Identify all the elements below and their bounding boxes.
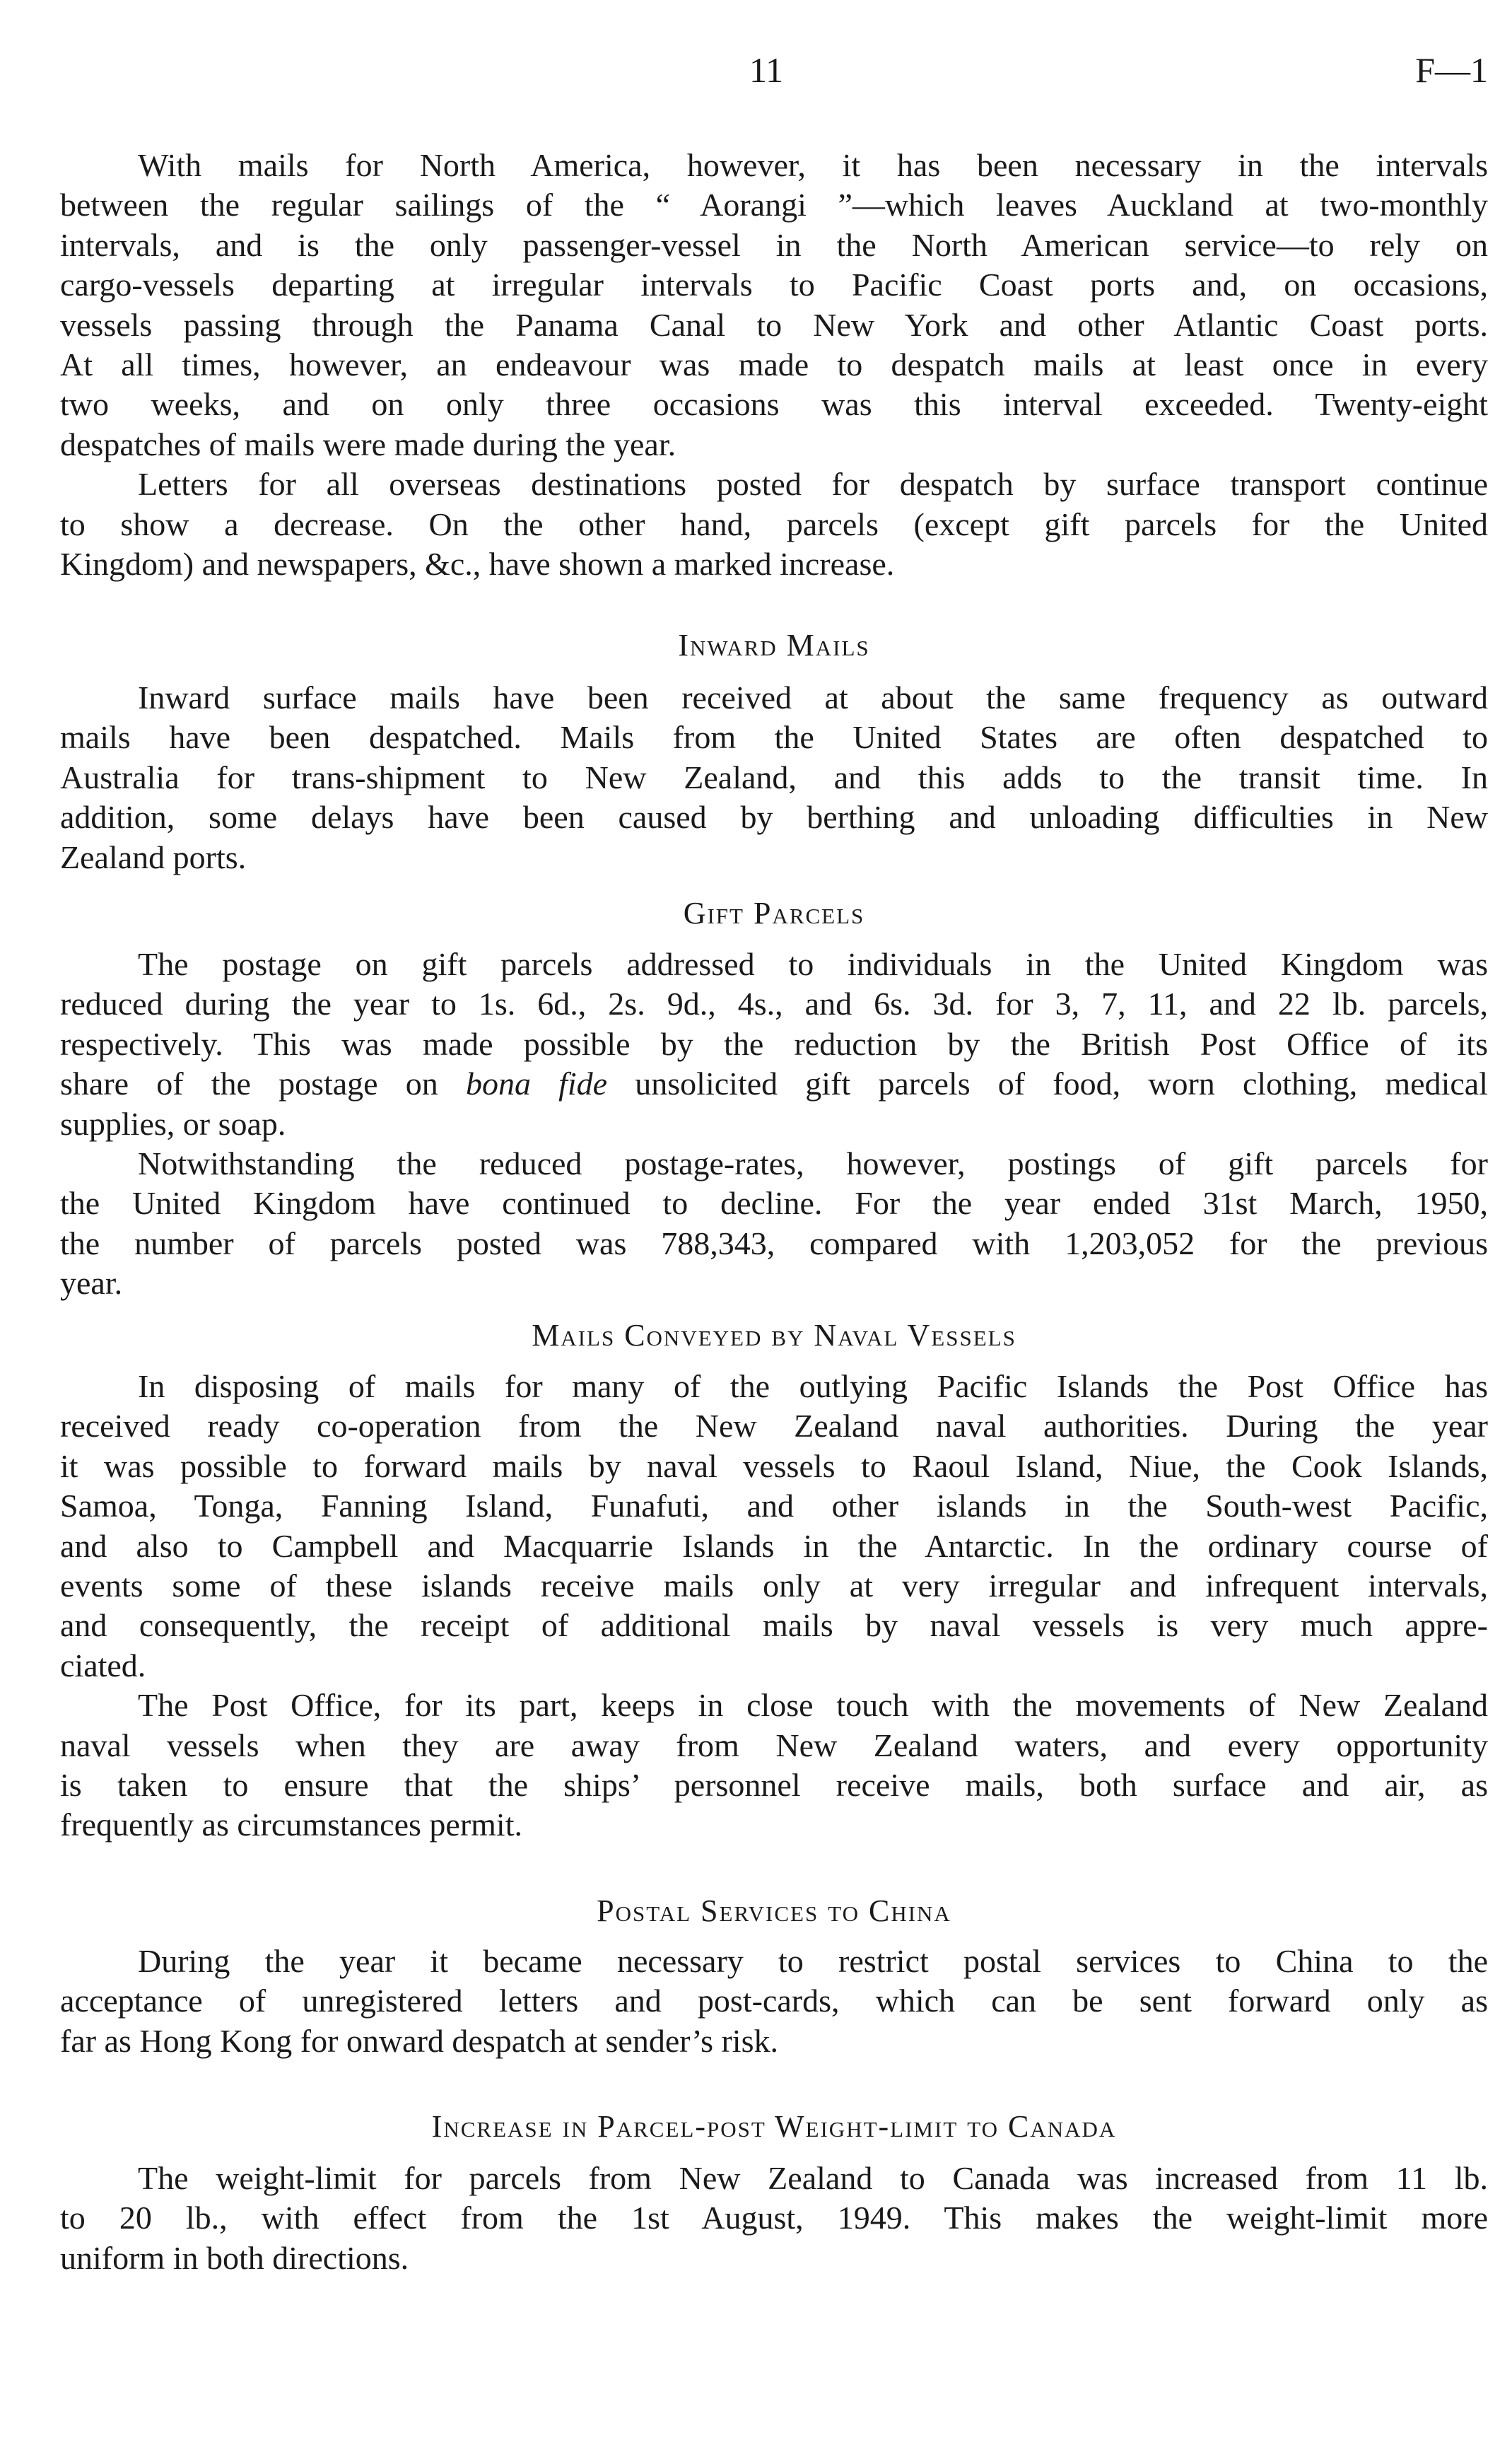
- paragraph-line: naval vessels when they are away from New Zealand waters, and every opportunity: [60, 1727, 1488, 1763]
- paragraph-line: At all times, however, an endeavour was made to despatch mails at least once in every: [60, 346, 1488, 383]
- section-heading-china: Postal Services to China: [597, 1893, 951, 1928]
- china-section: [60, 1942, 1488, 2061]
- paragraph-line: despatches of mails were made during the year.: [60, 426, 676, 462]
- paragraph-line: The postage on gift parcels addressed to individuals in the United Kingdom was: [138, 946, 1488, 982]
- paragraph-line: acceptance of unregistered letters and post-cards, which can be sent forward only as: [60, 1983, 1488, 2019]
- paragraph-line: cargo-vessels departing at irregular intervals to Pacific Coast ports and, on occasions,: [60, 267, 1488, 303]
- paragraph-line: uniform in both directions.: [60, 2239, 409, 2276]
- paragraph-line: supplies, or soap.: [60, 1105, 286, 1142]
- paragraph-line: The Post Office, for its part, keeps in close touch with the movements of New Zealand: [138, 1687, 1488, 1724]
- paragraph-line: frequently as circumstances permit.: [60, 1806, 522, 1843]
- paragraph-line: The weight-limit for parcels from New Zealand to Canada was increased from 11 lb.: [138, 2160, 1488, 2196]
- paragraph-line: Samoa, Tonga, Fanning Island, Funafuti, and other islands in the South-west Pacific,: [60, 1488, 1488, 1524]
- text: unsolicited gift parcels of food, worn clothing, medical: [607, 1066, 1488, 1102]
- paragraph-line: Notwithstanding the reduced postage-rates, however, postings of gift parcels for: [138, 1145, 1488, 1181]
- paragraph-line: respectively. This was made possible by the reduction by the British Post Office of its: [60, 1025, 1488, 1062]
- italic-text: bona fide: [465, 1066, 608, 1102]
- paragraph-line: addition, some delays have been caused by berthing and unloading difficulties in New: [60, 799, 1488, 836]
- inward-section: [60, 678, 1488, 877]
- paragraph-line: ciated.: [60, 1647, 146, 1683]
- section-heading-gift-parcels: Gift Parcels: [683, 896, 865, 930]
- naval-section: [60, 1367, 1488, 1845]
- paragraph-line: the number of parcels posted was 788,343, compared with 1,203,052 for the previous: [60, 1225, 1488, 1261]
- intro-section: [60, 146, 1488, 584]
- paragraph-line: In disposing of mails for many of the outlying Pacific Islands the Post Office has: [138, 1368, 1488, 1404]
- paragraph-line: Australia for trans-shipment to New Zealand, and this adds to the transit time. In: [60, 759, 1488, 795]
- paragraph-line: Kingdom) and newspapers, &c., have shown a marked increase.: [60, 545, 895, 582]
- document-code: F—1: [1415, 50, 1488, 90]
- paragraph-line: [60, 1064, 1488, 1104]
- paragraph-line: events some of these islands receive mails only at very irregular and infrequent intervals,: [60, 1567, 1488, 1604]
- section-heading-naval-vessels: Mails Conveyed by Naval Vessels: [532, 1318, 1016, 1353]
- paragraph-line: is taken to ensure that the ships’ personnel receive mails, both surface and air, as: [60, 1766, 1488, 1803]
- paragraph-line: Zealand ports.: [60, 839, 247, 875]
- paragraph-line: vessels passing through the Panama Canal to New York and other Atlantic Coast ports.: [60, 306, 1488, 343]
- paragraph-line: reduced during the year to 1s. 6d., 2s. 9d., 4s., and 6s. 3d. for 3, 7, 11, and 22 lb. parcels,: [60, 986, 1488, 1022]
- paragraph-line: two weeks, and on only three occasions was this interval exceeded. Twenty-eight: [60, 386, 1488, 423]
- paragraph-line: Inward surface mails have been received at about the same frequency as outward: [138, 679, 1488, 716]
- paragraph-line: it was possible to forward mails by naval vessels to Raoul Island, Niue, the Cook Islands,: [60, 1447, 1488, 1484]
- paragraph-line: mails have been despatched. Mails from the United States are often despatched to: [60, 719, 1488, 756]
- gift-section: [60, 945, 1488, 1304]
- paragraph-line: to 20 lb., with effect from the 1st August, 1949. This makes the weight-limit more: [60, 2200, 1488, 2236]
- paragraph-line: With mails for North America, however, it has been necessary in the intervals: [138, 147, 1488, 183]
- paragraph-line: Letters for all overseas destinations posted for despatch by surface transport continue: [138, 466, 1488, 503]
- paragraph-line: year.: [60, 1265, 123, 1302]
- paragraph-line: to show a decrease. On the other hand, parcels (except gift parcels for the United: [60, 506, 1488, 542]
- section-heading-canada: Increase in Parcel-post Weight-limit to Canada: [431, 2109, 1117, 2144]
- paragraph-line: and consequently, the receipt of additional mails by naval vessels is very much appre-: [60, 1607, 1488, 1644]
- paragraph-line: intervals, and is the only passenger-vessel in the North American service—to rely on: [60, 226, 1488, 263]
- paragraph-line: and also to Campbell and Macquarrie Islands in the Antarctic. In the ordinary course of: [60, 1527, 1488, 1564]
- page-number: 11: [749, 50, 784, 90]
- canada-section: [60, 2159, 1488, 2278]
- paragraph-line: the United Kingdom have continued to decline. For the year ended 31st March, 1950,: [60, 1185, 1488, 1222]
- paragraph-line: During the year it became necessary to restrict postal services to China to the: [138, 1943, 1488, 1979]
- section-heading-inward-mails: Inward Mails: [678, 628, 870, 662]
- paragraph-line: far as Hong Kong for onward despatch at sender’s risk.: [60, 2022, 778, 2059]
- paragraph-line: between the regular sailings of the “ Aorangi ”—which leaves Auckland at two-monthly: [60, 187, 1488, 223]
- paragraph-line: received ready co-operation from the New Zealand naval authorities. During the year: [60, 1408, 1488, 1444]
- text: share of the postage on: [60, 1066, 466, 1102]
